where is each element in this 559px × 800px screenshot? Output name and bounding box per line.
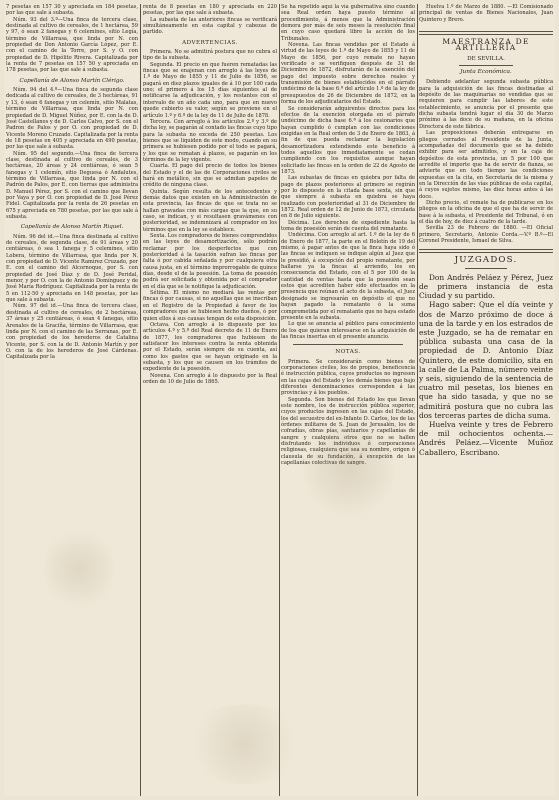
paragraph: Sevilla 23 de Febrero de 1880. —El Oficial primero, Secretario, Antonio Corda.—V.º B.º—El Coronel Presidente, Ismael de Silva. xyxy=(419,225,553,244)
paragraph: Novena. Las fincas vendidas por el Estado á virtud de las leyes de 1.º de Mayo de 1855 y 11 de Mayo de 1856, por cuyo remate no hayan verificado o se verifiquen después de 31 de Diciembre de 1872, disfrutarán de la exención del pago del impuesto sobre derechos reales y transmisión de bienes establecidos en el párrafo undécimo de la base 6.ª del artículo 1.º de la ley de presupuestos de 26 de Diciembre de 1872, en la forma de los adjudicatarios del Estado. xyxy=(281,42,415,106)
section-title: JUZGADOS. xyxy=(454,255,518,266)
column-2 xyxy=(143,4,277,796)
section-subtitle: DE SEVILLA. xyxy=(467,55,505,62)
column-divider xyxy=(417,4,418,796)
paragraph: Cuarta. El pago del precio de todos los bienes del Estado y el de las de Corporaciones civiles se hará en metálico, sin que se admitan papeles de crédito de ninguna clase. xyxy=(143,163,277,189)
paragraph: Dicho precio, el remate ha de publicarse en los pliegos en la oficina de que el que ha de servir de base á la subasta, el Presidente del Tribunal, ó en el día de hoy, de diez á cuatro de la tarde. xyxy=(419,199,553,225)
paper-stain xyxy=(184,704,304,784)
paragraph: Segunda. El precio en que fueren rematadas las fincas que se enajenan con arreglo á las leyes de 1.º de Mayo de 1855 y 11 de Julio de 1856, se pagará en diez plazos iguales de á 10 por 100 cada uno; el primero á los 15 días siguientes al de notificarse la adjudicación, y los restantes con el intervalo de un año cada uno, para que en nuevo quede cubierto su valor, según se previene en el artículo 1.º y 6.º de la ley de 11 de Julio de 1878. xyxy=(143,61,277,119)
paragraph: Núm. 95 del segundo.—Una finca de tercera clase, destinada al cultivo de cereales, de 3 hectáreas, 20 áreas y 24 centiáreas, ó sean 5 fanegas y 1 celemín, sitio Deguesa ó Andalutes, término de Villarrasa, que linda por N. con el Padrón de Palos, por E. con tierras que administra D. Manuel Pérez, por S. con el camino que llevan por Vaya y por O. con propiedad de D. José Pérez Fidel. Capitalizada por la renta de 26 pesetas en 675 y apreciada en 780 pesetas, por las que sale á subasta. xyxy=(6,150,138,220)
divider xyxy=(465,268,507,269)
paragraph: Novena. Con arreglo á lo dispuesto por la Real orden de 10 de Julio de 1865. xyxy=(143,372,277,385)
divider xyxy=(419,252,553,253)
paragraph: Sexta. Los compradores de bienes comprendidos en las leyes de desamortización, sólo podrán reclamar por los desperfectos que con posterioridad á la tasación sufran las fincas por falta ó por cabida señalada y por cualquiera otra causa justa, en el término improrrogable de quince días, desde el de la posesión. La toma de posesión podrá ser solicitada y obtenida por el comprador en el día que se le notifique la adjudicación. xyxy=(143,233,277,290)
paragraph: Se ha repetido aquí la vía gubernativa sino cuando sea Real orden haya puesto término al procedimiento, á menos que la Administración demora por más de seis meses la resolución final en cuyo caso quedará libre la acción de los Tribunales. xyxy=(281,4,415,42)
paragraph: Primera. Se considerarán como bienes de corporaciones civiles, los de propios, beneficencia é instrucción pública, cuyos productos no ingresen en las cajas del Estado y los demás bienes que bajo diferentes denominaciones corresponden á las provincias y á los pueblos. xyxy=(281,358,415,397)
paragraph: Hago saber: Que el día veinte y dos de Marzo próximo de doce á una de la tarde y en los estrados de este Juzgado, se ha de rematar en pública subasta una casa de la propiedad de D. Antonio Díaz Quintero, de este domicilio, sita en la calle de La Palma, número veinte y seis, siguiendo de la sentencia de cuatro mil pesetas, los bienes en que ha sido tasada, y que no se admitirá postura que no cubra las dos terceras partes de dicha suma. xyxy=(419,300,553,420)
paragraph: Se considerarán adquirentes directos para los efectos de la exención otorgada en el párrafo undécimo de dicha base 6.ª á los cesionarios que hayan cumplido ó cumplan con las condiciones exigidas en la Real orden de 3 de Enero de 1863, á fin de que pueda reclamar la legislación desamortizadora extendiendo este beneficio á todos aquellos que inmediatamente se cedan cumpliendo con los requisitos aunque hayan solicitado las fincas en la orden de 22 de Agosto de 1873. xyxy=(281,105,415,175)
paragraph: Décima. Los derechos de expediente hasta la toma de posesión serán de cuenta del rematante. xyxy=(281,219,415,233)
column-1 xyxy=(6,4,138,796)
notice-block xyxy=(419,273,553,457)
paragraph: Octava. Con arreglo á lo dispuesto por los artículos 4.º y 5.º del Real decreto de 11 de Enero de 1877, los compradores que hubiesen de satisfacer los intereses contra la renta obtenida por el Estado, serán siempre de su cuenta, así como los gastos que se hayan originado en la subasta, y los que se causen en los trámites de expediente de la posesión. xyxy=(143,321,277,373)
paragraph: Tercera. Con arreglo á los artículos 2.º y 3.º de dicha ley, se pagarán al contado las fincas cuyo tipo para la subasta no exceda de 250 pesetas. Los bienes que se liquiden de este modo, cuando en su primera se hubiesen podido por el todo se pagará, y los que se rematan á plazos, se pagarán en los términos de la ley vigente. xyxy=(143,118,277,163)
paragraph: Sétima. El mismo no mediará las rentas por fincas ó por causas, si no aquellas que se inscriban en el Registro de la Propiedad á favor de los compradores que se hubiesen hecho dueños, ó por quien ellos á sus causas tengan de esta disposición. xyxy=(143,290,277,322)
paragraph: Núm. 96 del id.—Una finca destinada al cultivo de cereales, de segunda clase, de 91 áreas y 20 centiáreas, ó sea 1 fanega y 5 celemines, sitio Lobera, término de Villarrasa, que linda por N. con propiedad de D. Vicente Ramírez Cruzado, por E. con el camino del Alcornoque, por S. con propiedad de José Díaz y de D. José Peridal, menor, y por O. con la de Antonio Domínguez y de José María Rodríguez. Capitalizada por la renta de 5 en 112·50 y apreciada en 148 pesetas, por las que sale á subasta. xyxy=(6,233,138,304)
section-heading: Capellanía de Alonso Martín Clérigo. xyxy=(19,77,125,84)
column-4 xyxy=(419,4,553,796)
column-divider xyxy=(140,4,141,796)
paragraph: Quinta. Según resulta de los antecedentes y demás datos que existen en la Administración de esta provincia, las fincas de que se trata no se hallan gravadas con más cargas que la que, en su caso, se indican, y si resultasen gravámenes con posterioridad, se indemnizará al comprador en los términos que en la ley se establece. xyxy=(143,188,277,233)
paragraph: Segunda. Son bienes del Estado los que llevan este nombre, los de instrucción pública superior, cuyos productos ingresen en las cajas del Estado, los del secuestro del ex-Infante D. Carlos, los de las órdenes militares de S. Juan de Jerusalén, los de cofradías, obras pías, santuarios y capellanías de sangre y cualquiera otros que no se hallen disfrutando los individuos ó corporaciones religiosas, cualquiera que sea su nombre, origen ó clausula de su fundación, á excepción de las capellanías colectivas de sangre. xyxy=(281,396,415,467)
divider xyxy=(293,344,403,345)
paragraph: La subasta de las anteriores fincas se verificará simultáneamente en esta capital y cabezas de partido. xyxy=(143,16,277,36)
paragraph: Núm. 93 del 3.º—Una finca de tercera clase, destinada al cultivo de cereales, de 1 hectárea, 59 y 97, ó sean 2 fanegas y 6 celemines, sitio Legía, término de Villarrasa, que linda por N. con propiedad de Don Antonio García López, por E. con el camino de la Torre, por S. y O. con propiedad de D. Hipólito Rivera. Capitalizada por la renta de 7 pesetas en 157 50 y apreciada en 178 pesetas, por las que sale á subasta. xyxy=(6,16,138,74)
paragraph: renta de 8 pesetas en 180 y apreciada en 220 pesetas, por las que sale á subasta. xyxy=(143,4,277,17)
paragraph: Huelva 1.º de Marzo de 1880. —El Comisionado principal de ventas de Bienes Nacionales, Juan Quintero y Brero. xyxy=(419,4,553,23)
paragraph: Huelva veinte y tres de Febrero de mil ochocientos ochenta.—Andrés Peláez.—Vicente Muñoz Caballero, Escribano. xyxy=(419,419,553,457)
paragraph: Primera. No se admitirá postura que no cubra el tipo de la subasta. xyxy=(143,49,277,62)
divider xyxy=(459,65,513,66)
paragraph: Debiendo adelantar segunda subasta pública para la adquisición de las fincas destinadas al depósito de las maquinarias no vendidas que se requieren para cumplir las labores de este establecimiento, se anuncia por el presente que dicha subasta tendrá lugar el día 30 de Marzo próximo á las doce de su mañana, en la oficina Directora de este fábrica. xyxy=(419,79,553,130)
column-divider xyxy=(279,4,280,796)
section-title: MAESTRANZA DE ARTILLERÍA xyxy=(442,37,530,53)
section-heading: ADVERTENCIAS. xyxy=(182,39,238,46)
section-heading: Capellanía de Alonso Martín Riquel. xyxy=(20,224,124,231)
divider xyxy=(419,249,553,250)
paragraph: Núm. 94 del 4.º—Una finca de segunda clase dedicada al cultivo de cereales, de 3 hectáreas, 91 y 13, ó sean 6 fanegas y un celemín, sitio Malatas, término de Villarrasa, que linda por N. con propiedad de D. Miguel Núñez, por E. con la de D. José Castellanos y de D. Carlos Calvo, por S. con el Padron de Palos y por O. con propiedad de D. Vicente Moreno Cruzado. Capitalizada por la renta de 18 pesetas en 405 y apreciada en 490 pesetas, por las que sale á subasta. xyxy=(6,87,138,151)
section-heading: Junta Económica. xyxy=(460,69,512,76)
paragraph: Undécima. Con arreglo al art. 1.º de la ley de 6 de Enero de 1877, la parte en el Boletín de 19 del mismo, á pagar antes de que la finca haya sido ó las fincas se indiquen se indique algún al Juez que le presidió, á excepción del propio rematante, por hallarse ya la fincas al arriendo, los en consecuencia del Estado, con el 5 por 100 de la cantidad de ventas hasta que la posesión sean estos que acrediten haber sido efectuados en la presencia que reúnan el acto de la subasta, el Juez designado se ingresarán en depósito el que no hayan pagado la rematante ó la suma comprometida por el rematante que no haya estado presente en la subasta. xyxy=(281,232,415,321)
newspaper-page xyxy=(4,4,555,796)
column-3 xyxy=(281,4,415,796)
section-heading: NOTAS. xyxy=(335,349,361,356)
paper-stain xyxy=(44,524,114,614)
divider xyxy=(419,34,553,35)
paper-stain xyxy=(304,414,394,524)
paragraph: Lo que se anuncia al público para conocimiento de los que quieran interesarse en la adquisición de las fincas insertas en el presente anuncio. xyxy=(281,321,415,340)
paragraph: Las subastas de fincas en quiebra por falta de pago de plazos posteriores al primero se regirán por lo dispuesto en la citada base sexta, sin que que siempre á subasta en quiebra se haya realizado con posterioridad al 31 de Diciembre de 1872. Real orden de 12 de Junio de 1873, circulada en 8 de Julio siguiente. xyxy=(281,175,415,220)
paragraph: 7 pesetas en 157 30 y apreciada en 184 pesetas, por las que sale á subasta. xyxy=(6,4,138,17)
paragraph: Don Andrés Peláez y Pérez, Juez de primera instancia de esta Ciudad y su partido. xyxy=(419,272,553,301)
paragraph: Las proposiciones deberán entregarse en pliegos cerrados al Presidente de la Junta, acompañadas del documento que se ha debido exhibir para ser admitidos, y en la caja de depósitos de esta provincia, un 5 por 100 que acredite el importe que ha de servir de fianza, se advierte que en todo tiempo las condiciones expuestas en la cita, en Secretaría de la misma y en la Dirección de las vías públicas de esta capital, á cuyos sujetos mismo, las diez horas antes á las doce. xyxy=(419,130,553,200)
divider xyxy=(419,31,553,32)
paragraph: Núm. 97 del id.—Una finca de tercera clase, destinada al cultivo de cereales, de 2 hectáreas, 37 áreas y 25 centiáreas, ó sean 4 fanegas, sitio Arenales de la Graciña, término de Villarrasa, que linda por N. con el camino de las Serranas, por E. con propiedad de los herederos de Catalina Vicente, por S. con la de D. Antonio Martín y por O. con la de los herederos de José Cárdenas. Capitalizada por la xyxy=(6,303,138,361)
